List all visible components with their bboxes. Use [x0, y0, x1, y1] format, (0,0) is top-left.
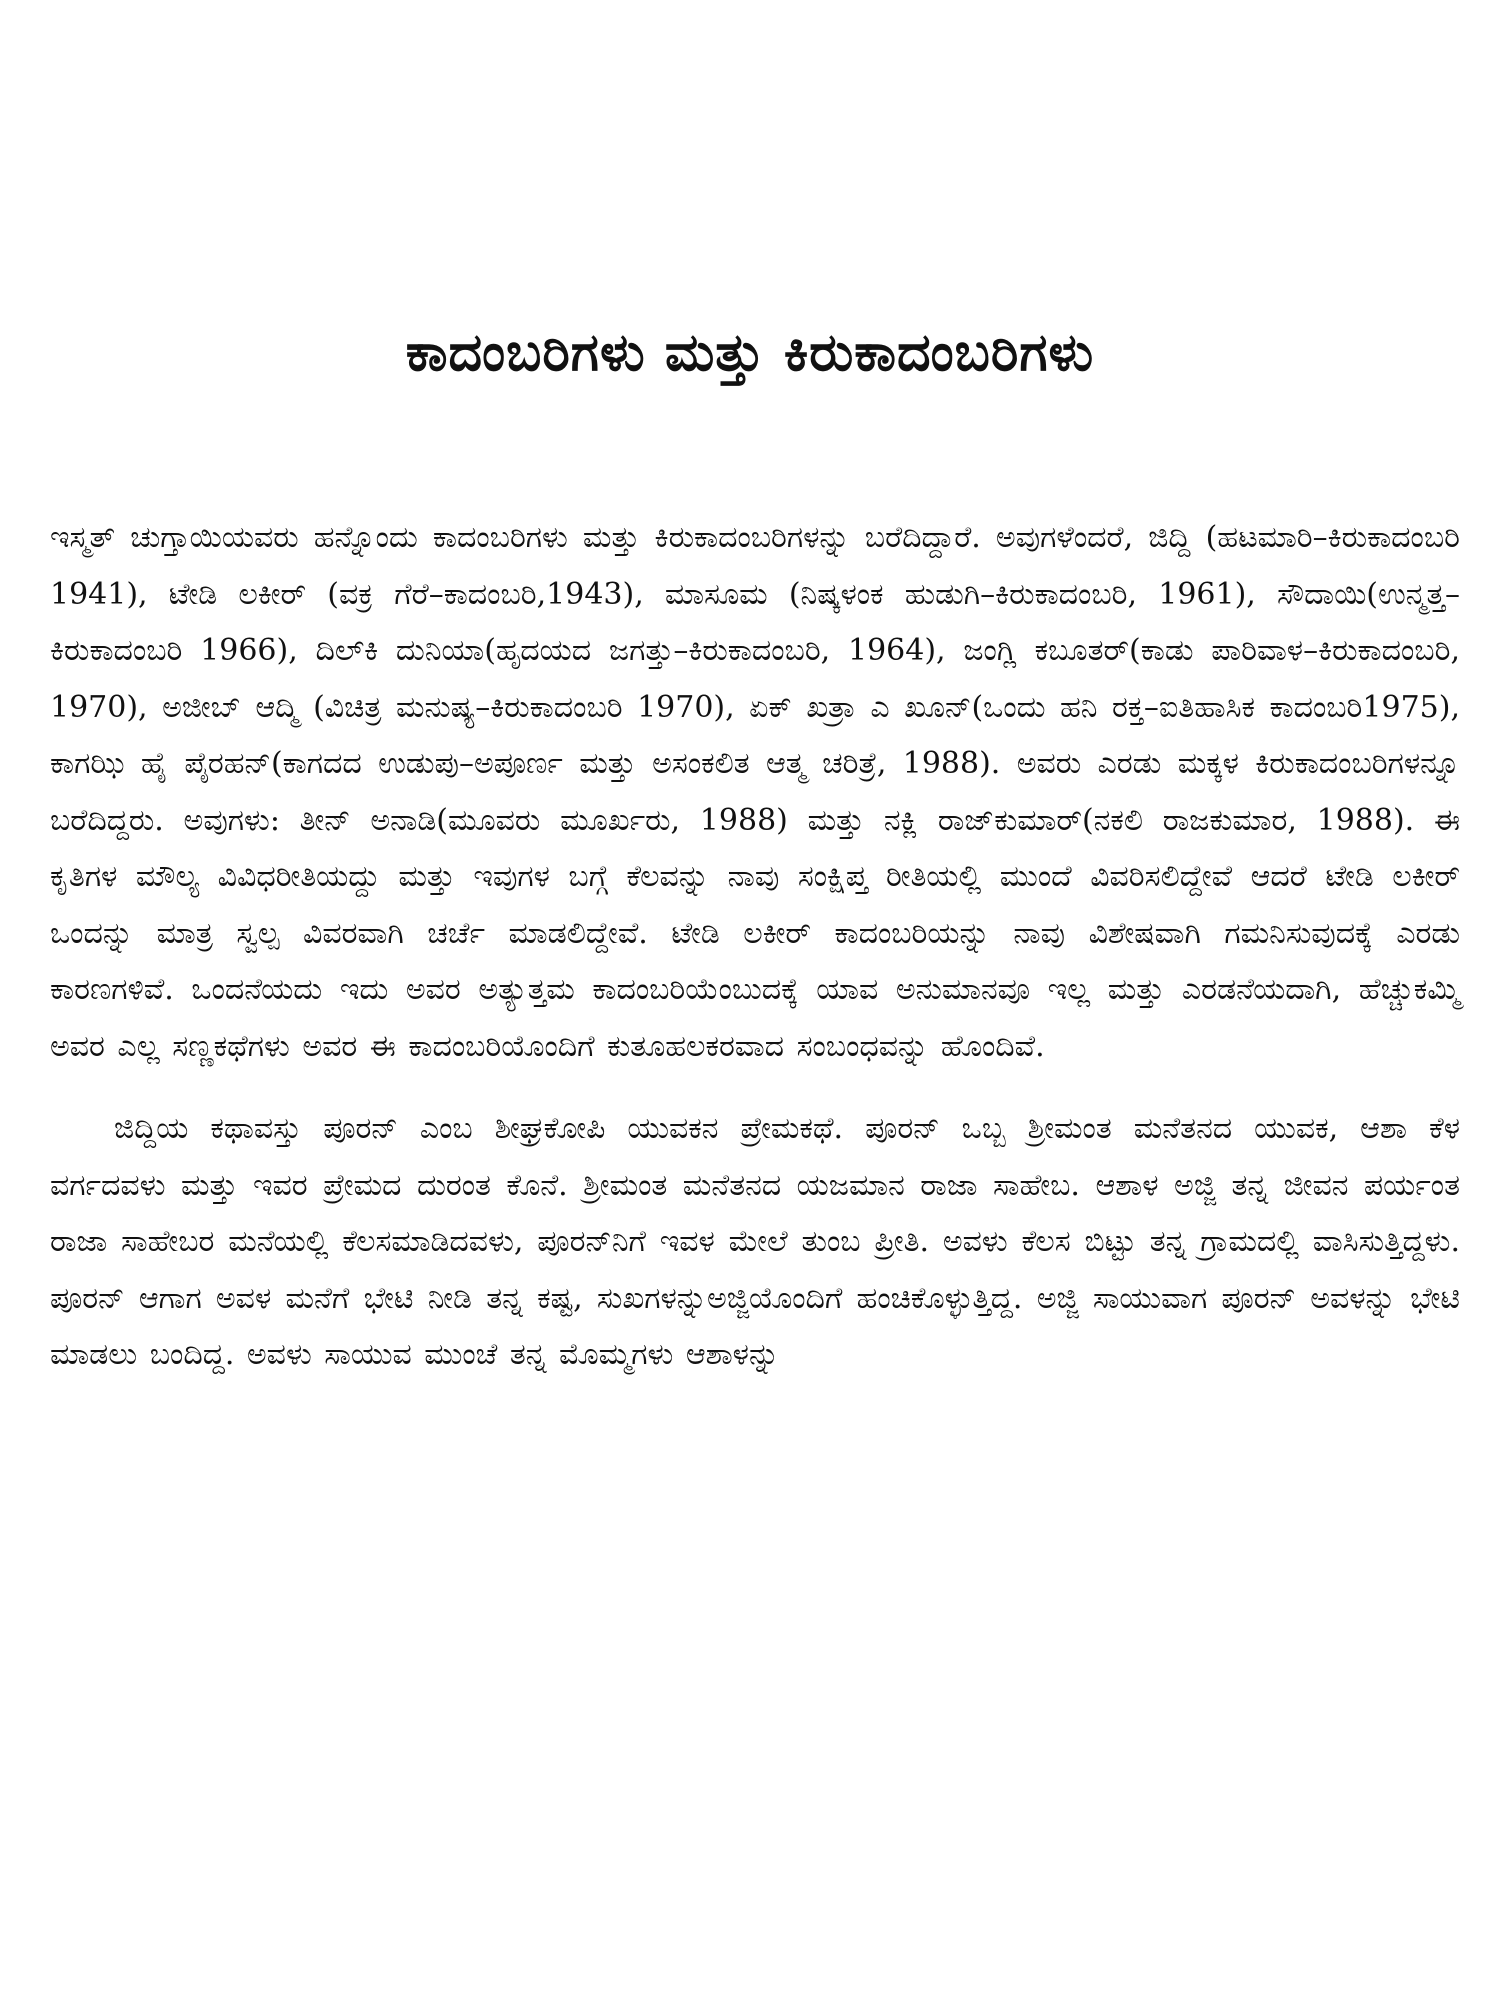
body-text [50, 510, 1460, 1384]
paragraph-2: ಜಿದ್ದಿಯ ಕಥಾವಸ್ತು ಪೂರನ್ ಎಂಬ ಶೀಘ್ರಕೋಪಿ ಯುವಕನ ಪ್ರೇಮಕಥೆ. ಪೂರನ್ ಒಬ್ಬ ಶ್ರೀಮಂತ ಮನೆತನದ ಯುವಕ, ಆಶಾ ಕೆಳ ವರ್ಗದವಳು ಮತ್ತು ಇವರ ಪ್ರೇಮದ ದುರಂತ ಕೊನೆ. ಶ್ರೀಮಂತ ಮನೆತನದ ಯಜಮಾನ ರಾಜಾ ಸಾಹೇಬ. ಆಶಾಳ ಅಜ್ಜಿ ತನ್ನ ಜೀವನ ಪರ್ಯಂತ ರಾಜಾ ಸಾಹೇಬರ ಮನೆಯಲ್ಲಿ ಕೆಲಸಮಾಡಿದವಳು, ಪೂರನ್‌ನಿಗೆ ಇವಳ ಮೇಲೆ ತುಂಬ ಪ್ರೀತಿ. ಅವಳು ಕೆಲಸ ಬಿಟ್ಟು ತನ್ನ ಗ್ರಾಮದಲ್ಲಿ ವಾಸಿಸುತ್ತಿದ್ದಳು. ಪೂರನ್ ಆಗಾಗ ಅವಳ ಮನೆಗೆ ಭೇಟಿ ನೀಡಿ ತನ್ನ ಕಷ್ಟ, ಸುಖಗಳನ್ನುಅಜ್ಜಿಯೊಂದಿಗೆ ಹಂಚಿಕೊಳ್ಳುತ್ತಿದ್ದ. ಅಜ್ಜಿ ಸಾಯುವಾಗ ಪೂರನ್ ಅವಳನ್ನು ಭೇಟಿ ಮಾಡಲು ಬಂದಿದ್ದ. ಅವಳು ಸಾಯುವ ಮುಂಚೆ ತನ್ನ ಮೊಮ್ಮಗಳು ಆಶಾಳನ್ನು [50, 1111, 1460, 1372]
page-title: ಕಾದಂಬರಿಗಳು ಮತ್ತು ಕಿರುಕಾದಂಬರಿಗಳು [405, 323, 1095, 383]
paragraph-1: ಇಸ್ಮತ್ ಚುಗ್ತಾಯಿಯವರು ಹನ್ನೊಂದು ಕಾದಂಬರಿಗಳು ಮತ್ತು ಕಿರುಕಾದಂಬರಿಗಳನ್ನು ಬರೆದಿದ್ದಾರೆ. ಅವುಗಳೆಂದರೆ, ಜಿದ್ದಿ (ಹಟಮಾರಿ–ಕಿರುಕಾದಂಬರಿ 1941), ಟೇಡಿ ಲಕೀರ್ (ವಕ್ರ ಗೆರೆ–ಕಾದಂಬರಿ,1943), ಮಾಸೂಮ (ನಿಷ್ಕಳಂಕ ಹುಡುಗಿ–ಕಿರುಕಾದಂಬರಿ, 1961), ಸೌದಾಯಿ(ಉನ್ಮತ್ತ–ಕಿರುಕಾದಂಬರಿ 1966), ದಿಲ್‌ಕಿ ದುನಿಯಾ(ಹೃದಯದ ಜಗತ್ತು–ಕಿರುಕಾದಂಬರಿ, 1964), ಜಂಗ್ಲಿ ಕಬೂತರ್(ಕಾಡು ಪಾರಿವಾಳ–ಕಿರುಕಾದಂಬರಿ, 1970), ಅಜೀಬ್ ಆದ್ಮಿ (ವಿಚಿತ್ರ ಮನುಷ್ಯ–ಕಿರುಕಾದಂಬರಿ 1970), ಏಕ್ ಖತ್ರಾ ಎ ಖೂನ್(ಒಂದು ಹನಿ ರಕ್ತ–ಐತಿಹಾಸಿಕ ಕಾದಂಬರಿ1975), ಕಾಗಝಿ ಹೈ ಪೈರಹನ್(ಕಾಗದದ ಉಡುಪು–ಅಪೂರ್ಣ ಮತ್ತು ಅಸಂಕಲಿತ ಆತ್ಮ ಚರಿತ್ರೆ, 1988). ಅವರು ಎರಡು ಮಕ್ಕಳ ಕಿರುಕಾದಂಬರಿಗಳನ್ನೂ ಬರೆದಿದ್ದರು. ಅವುಗಳು: ತೀನ್ ಅನಾಡಿ(ಮೂವರು ಮೂರ್ಖರು, 1988) ಮತ್ತು ನಕ್ಲಿ ರಾಜ್‌ಕುಮಾರ್(ನಕಲಿ ರಾಜಕುಮಾರ, 1988). ಈ ಕೃತಿಗಳ ಮೌಲ್ಯ ವಿವಿಧರೀತಿಯದ್ದು ಮತ್ತು ಇವುಗಳ ಬಗ್ಗೆ ಕೆಲವನ್ನು ನಾವು ಸಂಕ್ಷಿಪ್ತ ರೀತಿಯಲ್ಲಿ ಮುಂದೆ ವಿವರಿಸಲಿದ್ದೇವೆ ಆದರೆ ಟೇಡಿ ಲಕೀರ್ ಒಂದನ್ನು ಮಾತ್ರ ಸ್ವಲ್ಪ ವಿವರವಾಗಿ ಚರ್ಚೆ ಮಾಡಲಿದ್ದೇವೆ. ಟೇಡಿ ಲಕೀರ್ ಕಾದಂಬರಿಯನ್ನು ನಾವು ವಿಶೇಷವಾಗಿ ಗಮನಿಸುವುದಕ್ಕೆ ಎರಡು ಕಾರಣಗಳಿವೆ. ಒಂದನೆಯದು ಇದು ಅವರ ಅತ್ಯುತ್ತಮ ಕಾದಂಬರಿಯೆಂಬುದಕ್ಕೆ ಯಾವ ಅನುಮಾನವೂ ಇಲ್ಲ ಮತ್ತು ಎರಡನೆಯದಾಗಿ, ಹೆಚ್ಚುಕಮ್ಮಿ ಅವರ ಎಲ್ಲ ಸಣ್ಣಕಥೆಗಳು ಅವರ ಈ ಕಾದಂಬರಿಯೊಂದಿಗೆ ಕುತೂಹಲಕರವಾದ ಸಂಬಂಧವನ್ನು ಹೊಂದಿವೆ. [50, 520, 1460, 1064]
